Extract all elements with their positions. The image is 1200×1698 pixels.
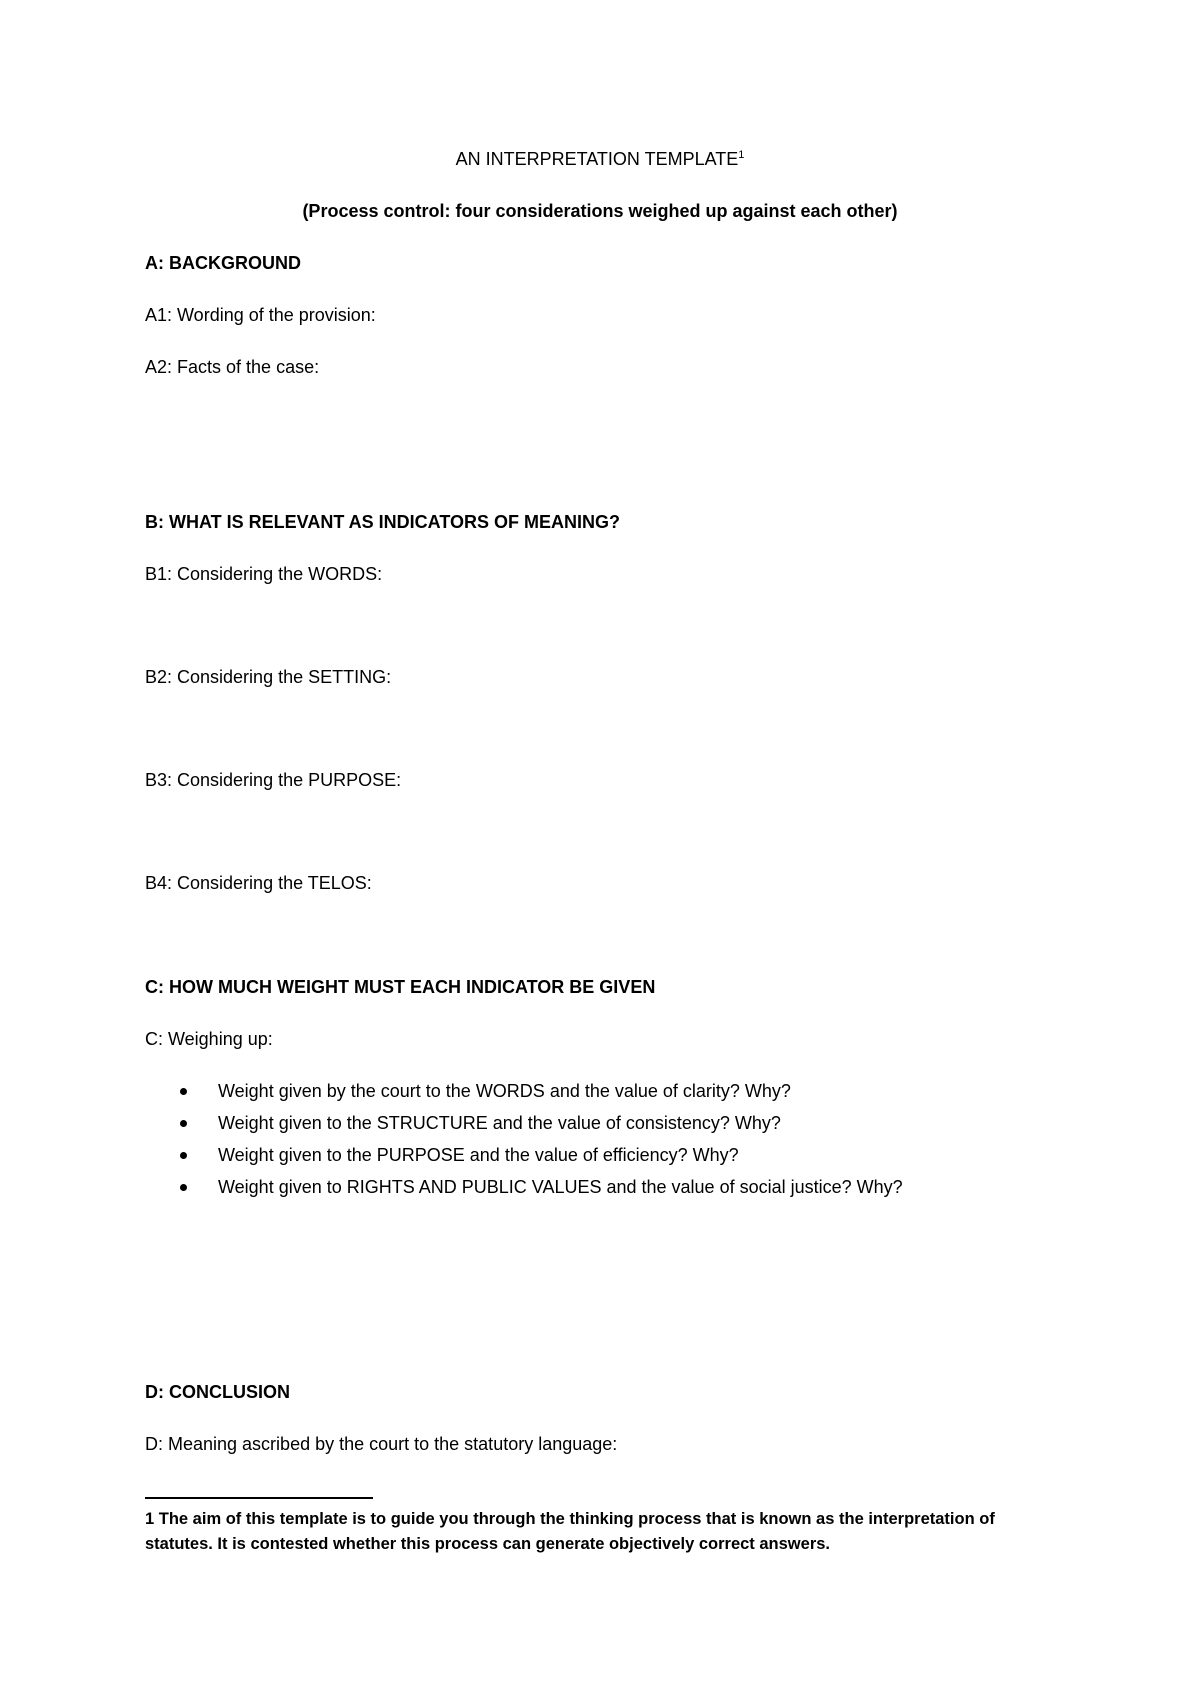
list-item-text: Weight given by the court to the WORDS and the value of clarity? Why?: [218, 1081, 791, 1101]
section-c-heading: C: HOW MUCH WEIGHT MUST EACH INDICATOR BE GIVEN: [145, 977, 656, 997]
section-a-heading: A: BACKGROUND: [145, 253, 301, 273]
d-label: D: Meaning ascribed by the court to the statutory language:: [145, 1434, 618, 1454]
footnote-text: 1 The aim of this template is to guide you through the thinking process that is known as the interpretation of statutes. It is contested whether this process can generate objectively correct answers.: [145, 1510, 995, 1553]
list-item-text: Weight given to RIGHTS AND PUBLIC VALUES and the value of social justice? Why?: [218, 1177, 903, 1197]
bullet-icon: [180, 1120, 187, 1127]
list-item-text: Weight given to the PURPOSE and the value of efficiency? Why?: [218, 1145, 739, 1165]
b3-label: B3: Considering the PURPOSE:: [145, 770, 402, 790]
page-title-text: AN INTERPRETATION TEMPLATE: [455, 149, 739, 169]
b2-label: B2: Considering the SETTING:: [145, 667, 392, 687]
bullet-icon: [180, 1184, 187, 1191]
a1-label: A1: Wording of the provision:: [145, 305, 376, 325]
page-title: [0, 148, 1200, 170]
page-subtitle: (Process control: four considerations weighed up against each other): [302, 201, 898, 221]
section-b-heading: B: WHAT IS RELEVANT AS INDICATORS OF MEANING?: [145, 512, 620, 532]
bullet-icon: [180, 1088, 187, 1095]
b1-label: B1: Considering the WORDS:: [145, 564, 383, 584]
bullet-icon: [180, 1152, 187, 1159]
a2-label: A2: Facts of the case:: [145, 357, 320, 377]
list-item-text: Weight given to the STRUCTURE and the value of consistency? Why?: [218, 1113, 781, 1133]
footnote-reference: 1: [738, 149, 745, 161]
footnote-separator: [145, 1497, 373, 1499]
c-label: C: Weighing up:: [145, 1029, 273, 1049]
section-d-heading: D: CONCLUSION: [145, 1382, 290, 1402]
b4-label: B4: Considering the TELOS:: [145, 873, 372, 893]
